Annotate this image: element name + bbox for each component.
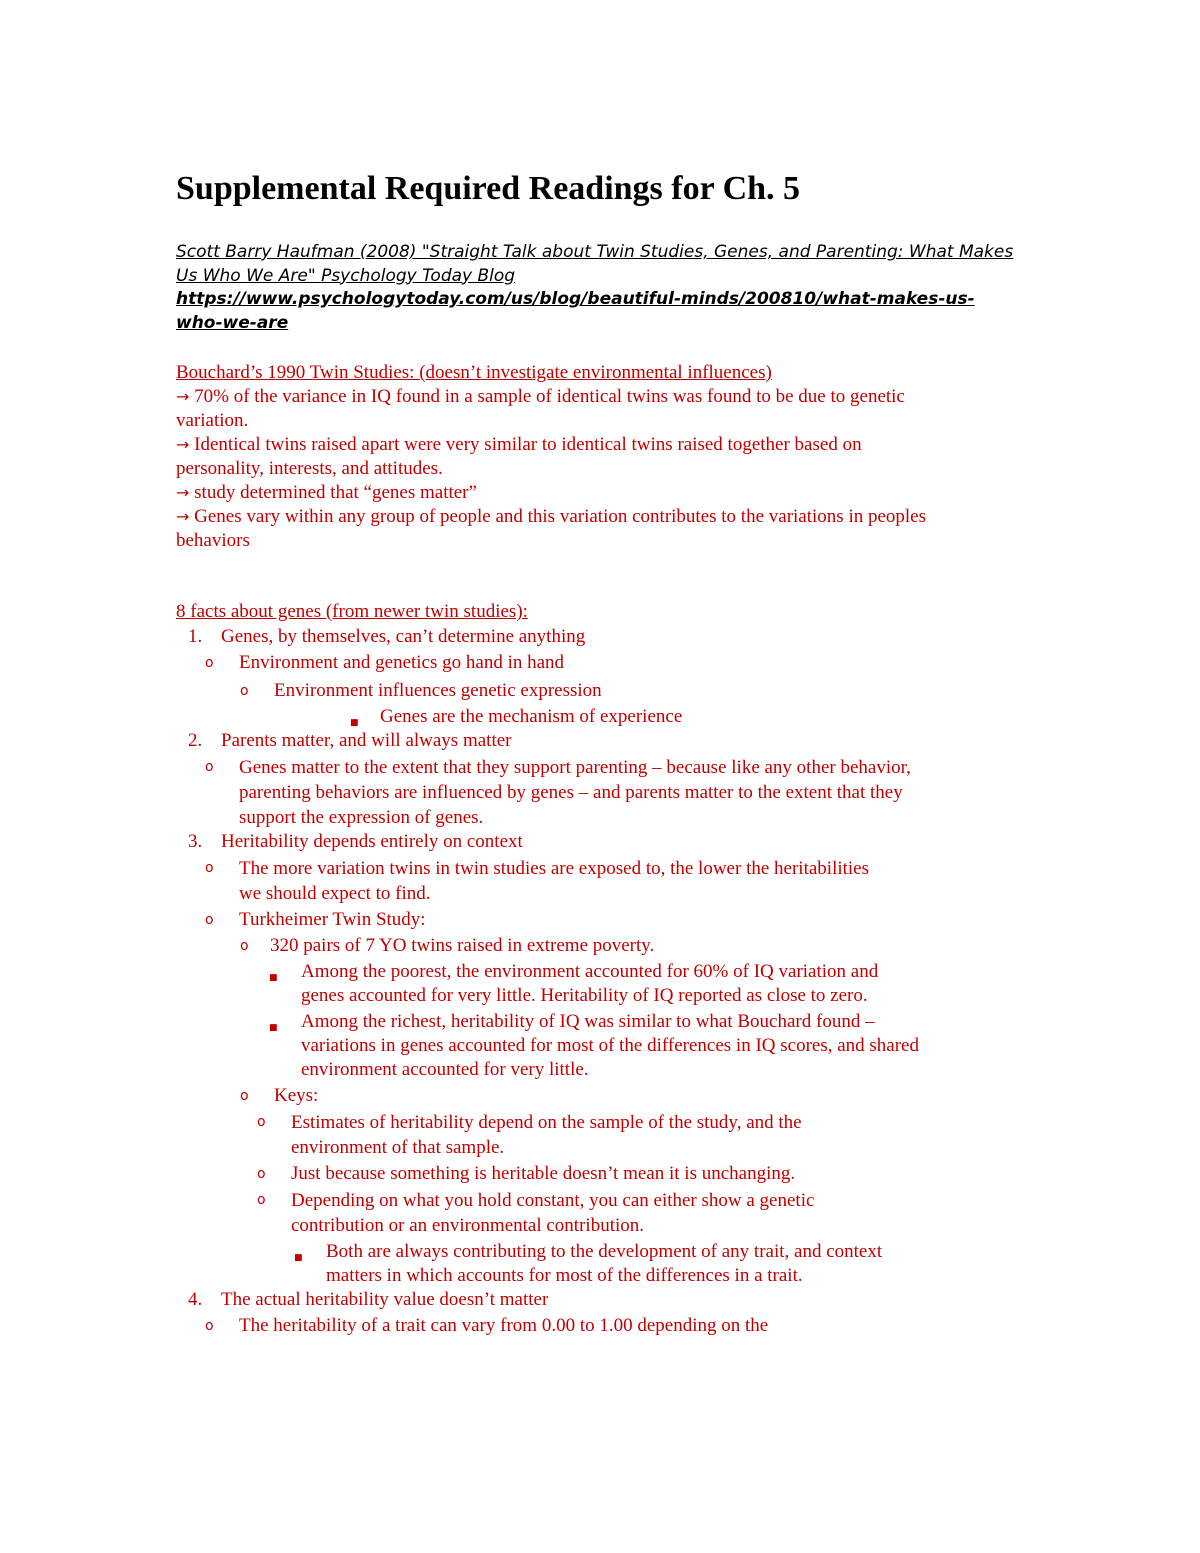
facts-heading: 8 facts about genes (from newer twin studies): xyxy=(176,601,528,622)
bouchard-heading: Bouchard’s 1990 Twin Studies: (doesn’t investigate environmental influences) xyxy=(176,362,772,383)
list-item: o Environment and genetics go hand in hand xyxy=(205,652,565,673)
bouchard-section xyxy=(176,361,946,553)
list-item: o Estimates of heritability depend on the sample of the study, and the environment of that sample. xyxy=(257,1112,802,1158)
circle-bullet-icon: o xyxy=(257,1166,266,1182)
circle-bullet-icon: o xyxy=(257,1114,266,1130)
list-item: ■ Among the poorest, the environment accounted for 60% of IQ variation and genes accounted for very little. Heritability of IQ reported as close to zero. xyxy=(269,961,879,1006)
circle-bullet-icon: o xyxy=(205,655,214,671)
list-number: 4. xyxy=(188,1289,203,1310)
list-item: ■ Among the richest, heritability of IQ was similar to what Bouchard found – variations in genes accounted for most of the differences in IQ scores, and shared environment accounted for very little. xyxy=(269,1011,919,1080)
circle-bullet-icon: o xyxy=(240,1088,249,1104)
list-item: ■ Genes are the mechanism of experience xyxy=(380,705,956,729)
citation-text: Scott Barry Haufman (2008) "Straight Talk about Twin Studies, Genes, and Parenting: What Makes Us Who We Are" Psychology Today Blog xyxy=(176,242,1014,286)
citation-url[interactable]: https://www.psychologytoday.com/us/blog/beautiful-minds/200810/what-makes-us-who-we-are xyxy=(176,289,975,333)
circle-bullet-icon: o xyxy=(240,938,249,954)
circle-bullet-icon: o xyxy=(205,759,214,775)
list-item: o Keys: xyxy=(240,1085,319,1106)
circle-bullet-icon: o xyxy=(257,1192,266,1208)
list-item: o 320 pairs of 7 YO twins raised in extreme poverty. xyxy=(240,935,655,956)
list-item: o The heritability of a trait can vary from 0.00 to 1.00 depending on the xyxy=(205,1315,769,1336)
arrow-icon: → xyxy=(176,483,190,502)
list-item-1: 1. Genes, by themselves, can’t determine anything xyxy=(188,626,586,647)
list-number: 1. xyxy=(188,626,203,647)
facts-section xyxy=(176,600,956,1338)
list-item: o Turkheimer Twin Study: xyxy=(205,909,426,930)
bouchard-point: → Genes vary within any group of people and this variation contributes to the variations in peoples behaviors xyxy=(176,506,927,551)
bouchard-point: → Identical twins raised apart were very similar to identical twins raised together based on personality, interests, and attitudes. xyxy=(176,434,862,479)
bouchard-point: → 70% of the variance in IQ found in a sample of identical twins was found to be due to genetic variation. xyxy=(176,386,905,431)
citation[interactable] xyxy=(176,241,1016,335)
list-item-3: 3. Heritability depends entirely on context xyxy=(188,831,523,852)
arrow-icon: → xyxy=(176,387,190,406)
list-item: o Just because something is heritable doesn’t mean it is unchanging. xyxy=(257,1163,796,1184)
square-bullet-icon: ■ xyxy=(350,718,359,728)
square-bullet-icon: ■ xyxy=(269,1023,278,1033)
bouchard-point: → study determined that “genes matter” xyxy=(176,482,477,503)
list-item-2: 2. Parents matter, and will always matter xyxy=(188,730,512,751)
arrow-icon: → xyxy=(176,507,190,526)
list-number: 3. xyxy=(188,831,203,852)
circle-bullet-icon: o xyxy=(205,912,214,928)
list-number: 2. xyxy=(188,730,203,751)
list-item: o Genes matter to the extent that they support parenting – because like any other behavior, parenting behaviors are influenced by genes – and parents matter to the extent that they support the expression of genes. xyxy=(205,757,911,828)
page-title: Supplemental Required Readings for Ch. 5 xyxy=(176,170,801,207)
square-bullet-icon: ■ xyxy=(269,973,278,983)
circle-bullet-icon: o xyxy=(240,683,249,699)
list-item: o Depending on what you hold constant, you can either show a genetic contribution or an environmental contribution. xyxy=(257,1190,815,1236)
list-item: o The more variation twins in twin studies are exposed to, the lower the heritabilities we should expect to find. xyxy=(205,858,870,904)
circle-bullet-icon: o xyxy=(205,860,214,876)
list-item: o Environment influences genetic expression xyxy=(240,680,602,701)
list-item: ■ Both are always contributing to the development of any trait, and context matters in which accounts for most of the differences in a trait. xyxy=(294,1241,883,1286)
arrow-icon: → xyxy=(176,435,190,454)
square-bullet-icon: ■ xyxy=(294,1253,303,1263)
list-item-4: 4. The actual heritability value doesn’t matter xyxy=(188,1289,549,1310)
circle-bullet-icon: o xyxy=(205,1318,214,1334)
